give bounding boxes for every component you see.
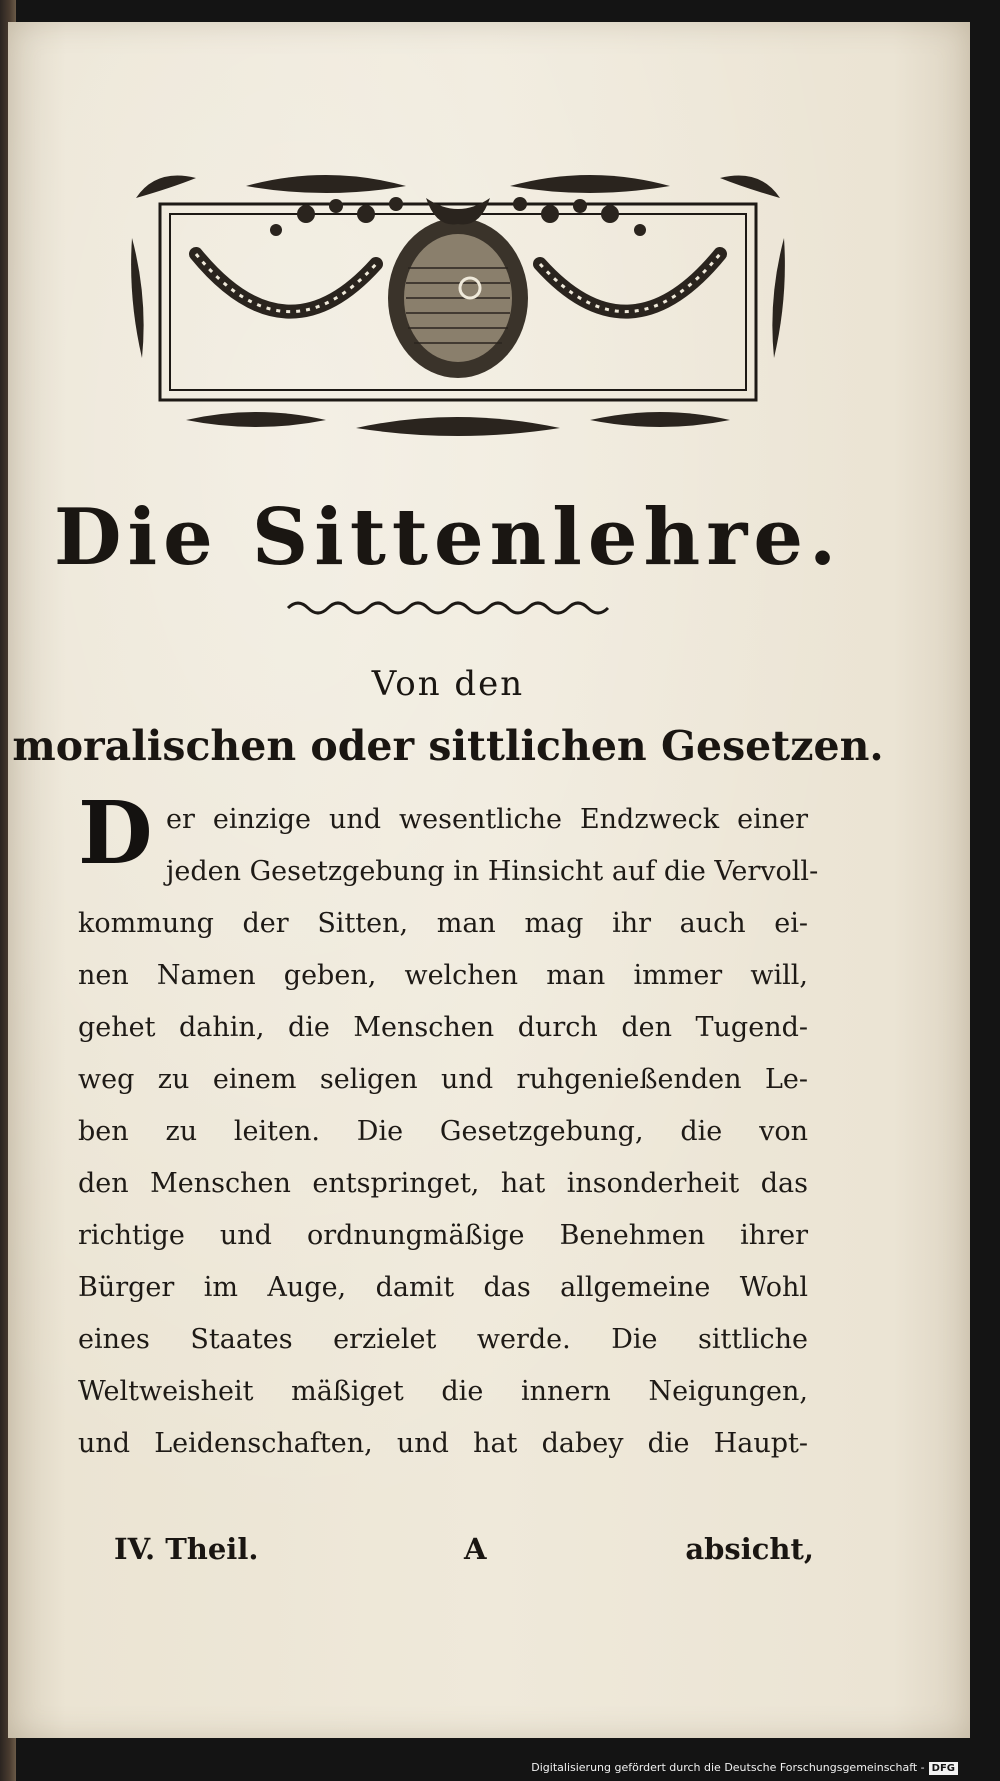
ornamental-vignette [126, 158, 790, 436]
chapter-title: Die Sittenlehre. [53, 492, 843, 583]
text-line: jeden Gesetzgebung in Hinsicht auf die Vervoll- [166, 856, 819, 887]
text-line: Weltweisheit mäßiget die innern Neigungen, [78, 1376, 808, 1407]
book-page [8, 22, 970, 1738]
credit-text: Digitalisierung gefördert durch die Deutsche Forschungsgemeinschaft - [531, 1761, 925, 1774]
text-line: richtige und ordnungmäßige Benehmen ihrer [78, 1220, 808, 1251]
text-line: weg zu einem seligen und ruhgenießenden Le- [78, 1064, 808, 1095]
text-line: ben zu leiten. Die Gesetzgebung, die von [78, 1116, 808, 1147]
text-line: gehet dahin, die Menschen durch den Tugend- [78, 1012, 808, 1043]
wavy-divider [284, 596, 612, 620]
catchword: absicht, [685, 1532, 814, 1566]
text-line: und Leidenschaften, und hat dabey die Haupt- [78, 1428, 808, 1459]
signature-mark: A [464, 1532, 487, 1566]
digitization-credit [531, 1761, 958, 1775]
dfg-logo: DFG [929, 1762, 958, 1775]
drop-cap: D [78, 783, 153, 884]
text-line: kommung der Sitten, man mag ihr auch ei- [78, 908, 808, 939]
text-line: den Menschen entspringet, hat insonderheit das [78, 1168, 808, 1199]
text-line: nen Namen geben, welchen man immer will, [78, 960, 808, 991]
text-line: eines Staates erzielet werde. Die sittliche [78, 1324, 808, 1355]
text-line: Bürger im Auge, damit das allgemeine Wohl [78, 1272, 808, 1303]
section-heading-line1: Von den [371, 664, 525, 704]
volume-label: IV. Theil. [114, 1532, 259, 1566]
page-footer [114, 1532, 814, 1576]
section-heading-line2: moralischen oder sittlichen Gesetzen. [12, 722, 884, 770]
text-line: er einzige und wesentliche Endzweck einer [166, 804, 808, 835]
